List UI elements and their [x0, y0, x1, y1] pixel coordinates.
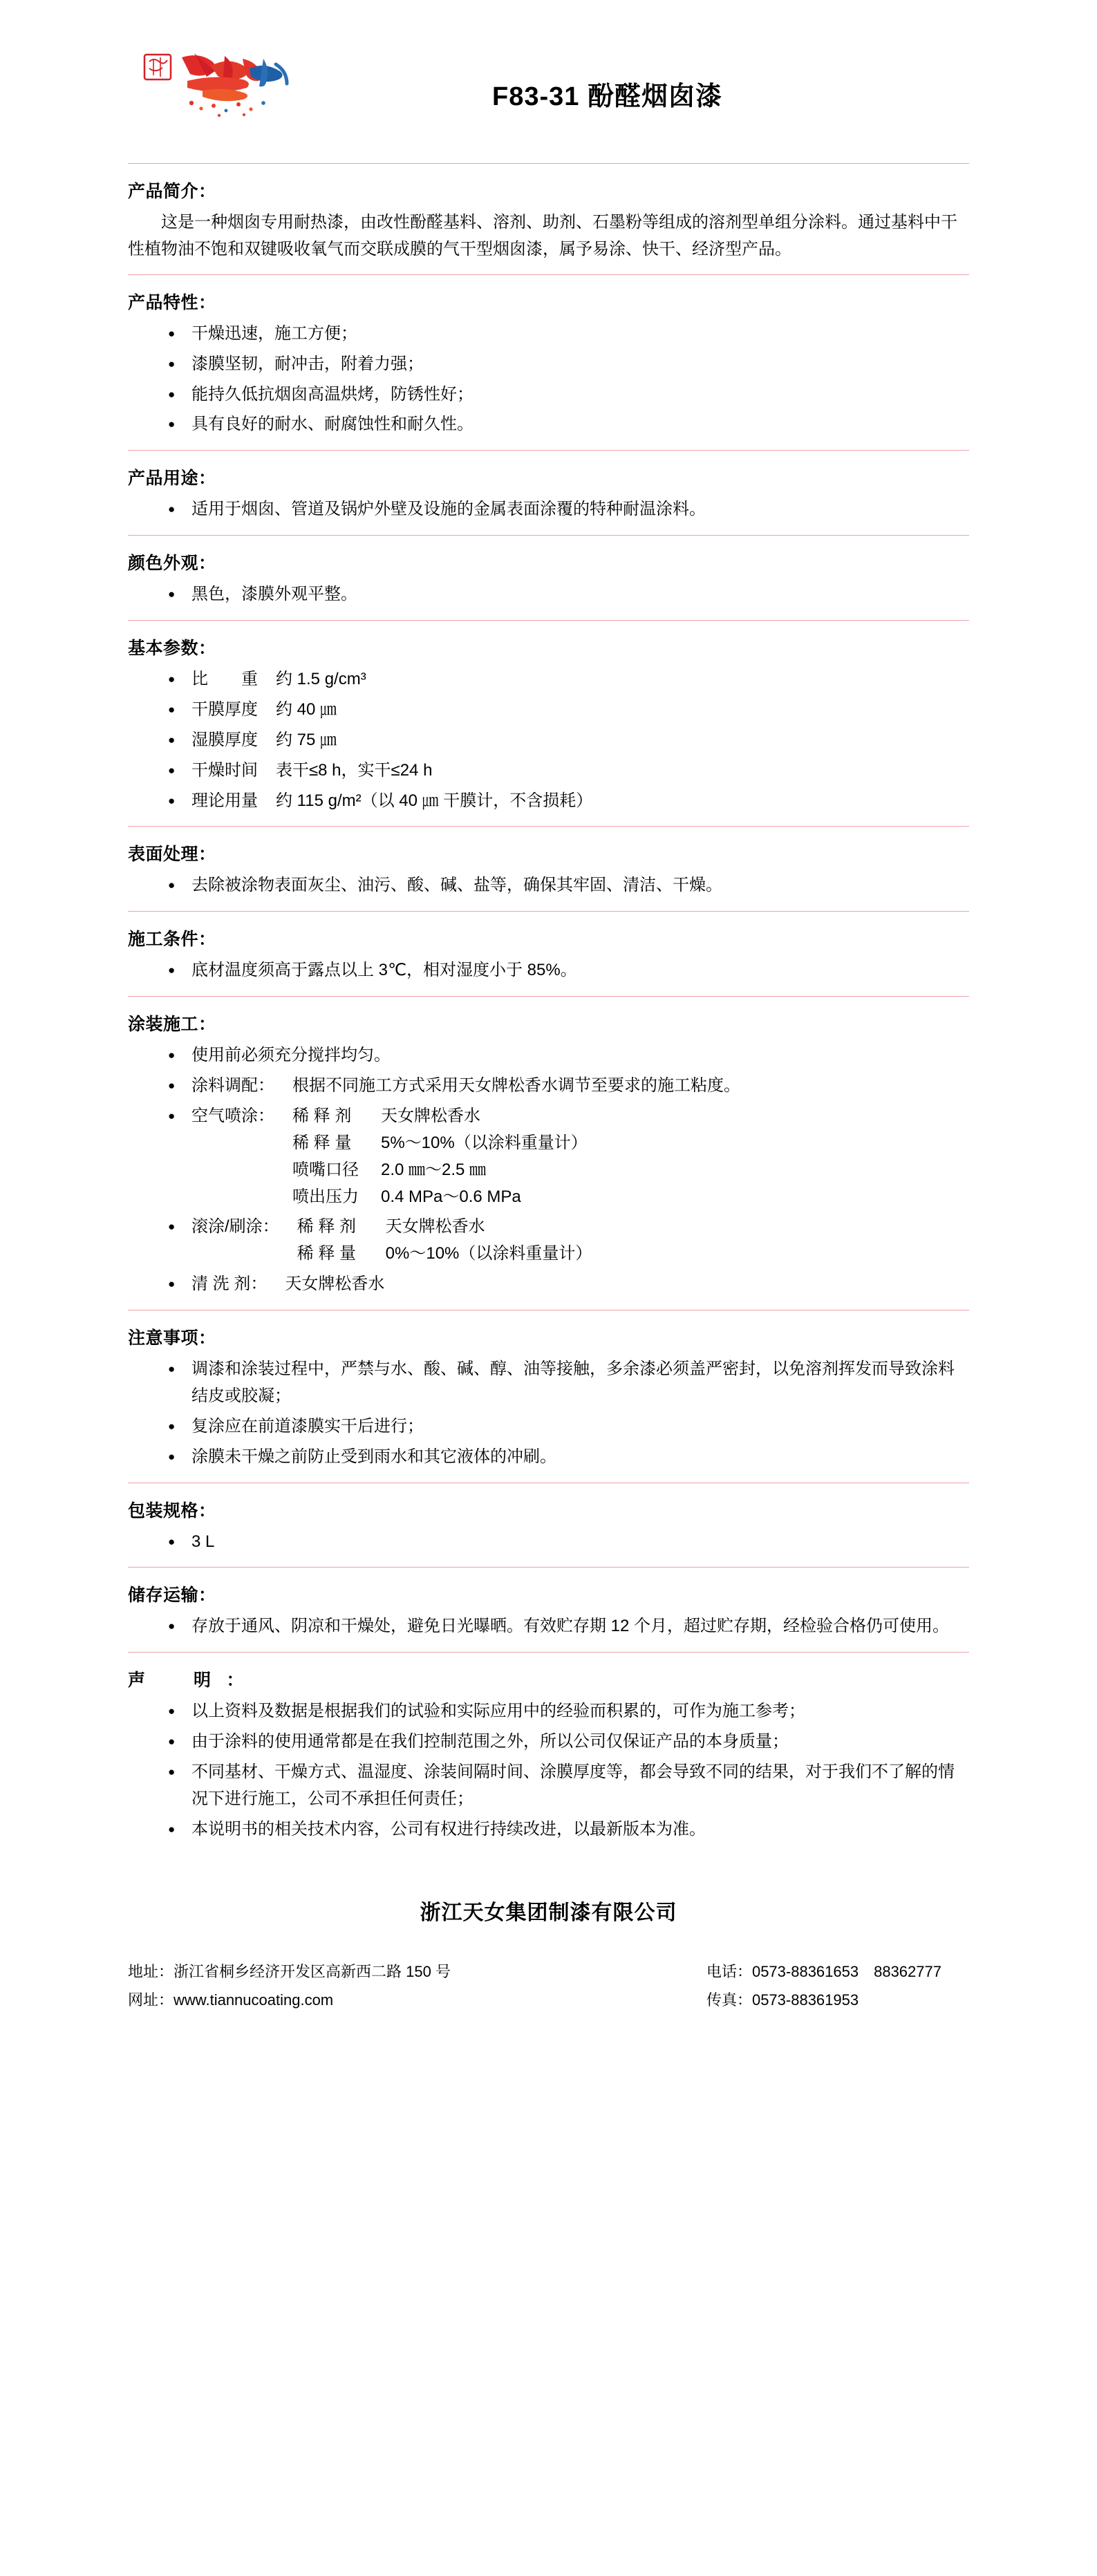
section-features [128, 275, 969, 451]
website-value[interactable]: www.tiannucoating.com [174, 1991, 334, 2009]
cleaner-key: ● 清 洗 剂： [191, 1275, 268, 1294]
section-basic-parameters [128, 621, 969, 826]
contact-left [128, 1957, 451, 2015]
list-item: ● 漆膜坚韧，耐冲击，附着力强； [168, 351, 969, 378]
application-value: 根据不同施工方式采用天女牌松香水调节至要求的施工粘度。 [292, 1076, 740, 1095]
list-item: ● 调漆和涂装过程中，严禁与水、酸、碱、醇、油等接触，多余漆必须盖严密封，以免溶剂挥发而导致涂料结皮或胶凝； [168, 1356, 969, 1410]
list-item: ● 干燥迅速，施工方便； [168, 321, 969, 348]
section-uses [128, 451, 969, 535]
surface-list [128, 872, 969, 899]
param-value: 5%～10%（以涂料重量计） [381, 1133, 588, 1152]
param-value: 约 40 ㎛ [276, 699, 337, 719]
list-item: ● 涂膜未干燥之前防止受到雨水和其它液体的冲刷。 [168, 1444, 969, 1471]
table-row [168, 727, 969, 754]
section-storage [128, 1568, 969, 1652]
list-item: ● 存放于通风、阴凉和干燥处，避免日光曝晒。有效贮存期 12 个月，超过贮存期，经检验合格仍可使用。 [168, 1613, 969, 1640]
spray-method-label: ● 空气喷涂： [191, 1106, 274, 1125]
application-key: ● 涂料调配： [191, 1076, 274, 1095]
param-key: 喷出压力 [292, 1187, 359, 1206]
section-conditions [128, 912, 969, 996]
param-key: 稀 释 量 [292, 1133, 352, 1152]
intro-paragraph: 这是一种烟囱专用耐热漆，由改性酚醛基料、溶剂、助剂、石墨粉等组成的溶剂型单组分涂料。通过基料中干性植物油不饱和双键吸收氧气而交联成膜的气干型烟囱漆，属予易涂、快干、经济型产品。 [128, 213, 957, 258]
uses-list [128, 496, 969, 523]
table-row [292, 1103, 969, 1130]
section-title: 产品简介： [128, 182, 216, 201]
cleaner-value: 天女牌松香水 [285, 1275, 385, 1294]
section-title: 施工条件： [128, 930, 216, 950]
param-value: 约 75 ㎛ [276, 730, 337, 749]
section-title: 注意事项： [128, 1328, 216, 1348]
list-item: ● 去除被涂物表面灰尘、油污、酸、碱、盐等，确保其牢固、清洁、干燥。 [168, 872, 969, 899]
list-item: ● 具有良好的耐水、耐腐蚀性和耐久性。 [168, 411, 969, 438]
parameter-list [128, 666, 969, 814]
section-notes [128, 1310, 969, 1483]
address-line [128, 1957, 451, 1986]
contact-block [128, 1957, 969, 2015]
roller-parameters [279, 1214, 969, 1268]
list-item: ● 黑色，漆膜外观平整。 [168, 581, 969, 608]
param-key: ● 理论用量 [191, 791, 258, 810]
section-title: 表面处理： [128, 845, 216, 865]
param-value: 天女牌松香水 [381, 1106, 480, 1125]
list-item: ● 以上资料及数据是根据我们的试验和实际应用中的经验而积累的，可作为施工参考； [168, 1698, 969, 1725]
phone-value: 0573-88361653 88362777 [751, 1962, 941, 1980]
notes-list [128, 1356, 969, 1471]
table-row [168, 788, 969, 815]
list-item [168, 1271, 969, 1298]
section-application [128, 997, 969, 1310]
fax-label: 传真： [706, 1991, 752, 2009]
table-row [297, 1241, 969, 1268]
website-line [128, 1986, 451, 2015]
list-item: ● 使用前必须充分搅拌均匀。 [168, 1042, 969, 1069]
table-row [168, 697, 969, 724]
param-key: ● 湿膜厚度 [191, 730, 258, 749]
list-item: ● 底材温度须高于露点以上 3℃，相对湿度小于 85%。 [168, 957, 969, 984]
param-key: 稀 释 量 [297, 1244, 357, 1263]
section-surface-preparation [128, 827, 969, 911]
param-key: 稀 释 剂 [297, 1217, 357, 1237]
section-appearance [128, 536, 969, 620]
application-list [128, 1042, 969, 1298]
table-row [168, 758, 969, 784]
param-value: 约 115 g/m²（以 40 ㎛ 干膜计，不含损耗） [276, 791, 593, 810]
param-key: ● 比 重 [191, 670, 258, 688]
param-value: 天女牌松香水 [385, 1217, 485, 1237]
storage-list [128, 1613, 969, 1640]
param-key: ● 干膜厚度 [191, 699, 258, 719]
address-value: 浙江省桐乡经济开发区高新西二路 150 号 [174, 1962, 451, 1980]
param-key: ● 干燥时间 [191, 760, 258, 780]
table-row [292, 1184, 969, 1211]
declaration-title: 声 明： [128, 1671, 260, 1691]
section-declaration [128, 1653, 969, 1854]
document-header [128, 41, 969, 145]
table-row [292, 1130, 969, 1157]
section-title: 基本参数： [128, 639, 216, 658]
fax-value: 0573-88361953 [751, 1991, 859, 2009]
list-item: ● 不同基材、干燥方式、温湿度、涂装间隔时间、涂膜厚度等，都会导致不同的结果，对于我们不了解的情况下进行施工，公司不承担任何责任； [168, 1759, 969, 1813]
declaration-list [128, 1698, 969, 1843]
page-title: F83-31 酚醛烟囱漆 [492, 82, 722, 111]
param-value: 约 1.5 g/cm³ [276, 670, 366, 688]
list-item [168, 1073, 969, 1100]
list-item: ● 能持久低抗烟囱高温烘烤，防锈性好； [168, 382, 969, 408]
list-item: ● 复涂应在前道漆膜实干后进行； [168, 1413, 969, 1440]
address-label: 地址： [128, 1962, 174, 1980]
spray-parameters [274, 1103, 969, 1211]
website-label: 网址： [128, 1991, 174, 2009]
table-row [168, 666, 969, 693]
param-key: 喷嘴口径 [292, 1160, 359, 1179]
table-row [292, 1157, 969, 1184]
roller-method-label: ● 滚涂/刷涂： [191, 1217, 279, 1237]
section-title: 产品特性： [128, 292, 216, 312]
param-value: 0%～10%（以涂料重量计） [385, 1244, 592, 1263]
section-intro [128, 164, 969, 274]
contact-right [706, 1957, 969, 2015]
phone-label: 电话： [706, 1962, 752, 1980]
packing-list [128, 1529, 969, 1556]
param-value: 表干≤8 h，实干≤24 h [276, 760, 433, 780]
param-value: 0.4 MPa～0.6 MPa [381, 1187, 521, 1206]
section-title: 储存运输： [128, 1586, 216, 1606]
conditions-list [128, 957, 969, 984]
section-title: 颜色外观： [128, 554, 216, 574]
param-value: 2.0 ㎜～2.5 ㎜ [381, 1160, 487, 1179]
list-item: ● 由于涂料的使用通常都是在我们控制范围之外，所以公司仅保证产品的本身质量； [168, 1729, 969, 1756]
list-item: ● 适用于烟囱、管道及锅炉外壁及设施的金属表面涂覆的特种耐温涂料。 [168, 496, 969, 523]
feature-list [128, 321, 969, 439]
list-item [168, 1103, 969, 1211]
section-packing [128, 1483, 969, 1568]
section-title: 包装规格： [128, 1501, 216, 1521]
brand-logo-icon [128, 45, 328, 142]
param-key: 稀 释 剂 [292, 1106, 352, 1125]
list-item: ● 本说明书的相关技术内容，公司有权进行持续改进，以最新版本为准。 [168, 1816, 969, 1843]
phone-line [706, 1957, 941, 1986]
fax-line [706, 1986, 941, 2015]
table-row [297, 1214, 969, 1241]
company-name: 浙江天女集团制漆有限公司 [420, 1901, 677, 1924]
section-title: 涂装施工： [128, 1015, 216, 1035]
appearance-list [128, 581, 969, 608]
list-item [168, 1214, 969, 1268]
section-title: 产品用途： [128, 469, 216, 489]
list-item: ● 3 L [168, 1529, 969, 1556]
